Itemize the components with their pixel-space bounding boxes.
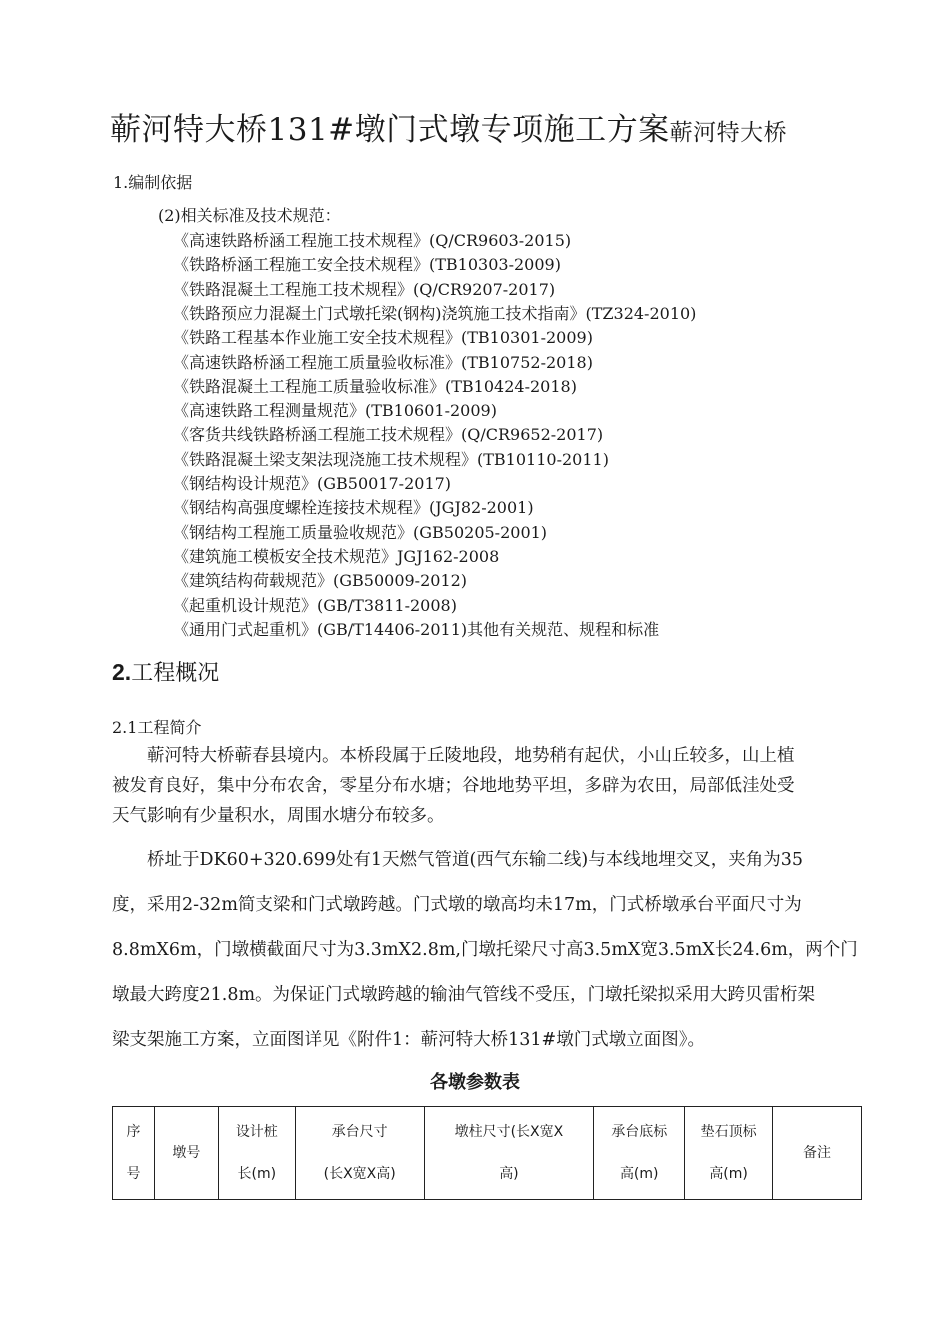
table-header-cell <box>594 1107 685 1200</box>
paragraph-line: 被发育良好，集中分布农舍，零星分布水塘；谷地地势平坦，多辟为农田，局部低洼处受 <box>112 776 795 796</box>
standard-item: 《铁路混凝土梁支架法现浇施工技术规程》(TB10110-2011) <box>173 449 609 469</box>
header-cell-text: 垫石顶标 <box>700 1124 757 1140</box>
table-header-cell <box>113 1107 155 1200</box>
table-header-cell <box>154 1107 218 1200</box>
paragraph-line: 蕲河特大桥蕲春县境内。本桥段属于丘陵地段，地势稍有起伏，小山丘较多，山上植 <box>112 746 795 766</box>
header-cell-text: 号 <box>126 1166 141 1182</box>
header-cell-text: 设计桩 <box>235 1124 278 1140</box>
header-cell-text: (长X宽X高) <box>323 1166 396 1182</box>
header-cell-text: 墩柱尺寸(长X宽X <box>454 1124 564 1140</box>
document-title <box>110 104 787 149</box>
table-header-cell <box>295 1107 424 1200</box>
header-cell-text: 序 <box>126 1124 141 1140</box>
standard-item: 《钢结构高强度螺栓连接技术规程》(JGJ82-2001) <box>173 498 534 518</box>
table-header-cell <box>424 1107 594 1200</box>
table-header-cell <box>685 1107 773 1200</box>
standard-item: 《建筑结构荷载规范》(GB50009-2012) <box>173 571 468 591</box>
table-header-cell <box>218 1107 295 1200</box>
header-cell-text: 高(m) <box>709 1166 748 1182</box>
standard-item: 《客货共线铁路桥涵工程施工技术规程》(Q/CR9652-2017) <box>173 425 604 445</box>
standard-item: 《起重机设计规范》(GB/T3811-2008) <box>173 595 457 615</box>
header-cell-text: 承台底标 <box>611 1124 668 1140</box>
standard-item: 《高速铁路工程测量规范》(TB10601-2009) <box>173 401 497 421</box>
standard-item: 《高速铁路桥涵工程施工技术规程》(Q/CR9603-2015) <box>173 231 572 250</box>
standard-item: 《钢结构设计规范》(GB50017-2017) <box>173 474 452 493</box>
header-cell-text: 高(m) <box>619 1166 659 1182</box>
paragraph-line: 8.8mX6m，门墩横截面尺寸为3.3mX2.8m,门墩托梁尺寸高3.5mX宽3.5mX长24.6m，两个门 <box>112 940 858 960</box>
standard-item: 《钢结构工程施工质量验收规范》(GB50205-2001) <box>173 522 548 542</box>
standard-item: 《铁路混凝土工程施工质量验收标准》(TB10424-2018) <box>173 376 577 396</box>
standard-item: 《铁路混凝土工程施工技术规程》(Q/CR9207-2017) <box>173 279 556 299</box>
paragraph-line: 天气影响有少量积水，周围水塘分布较多。 <box>112 806 445 826</box>
header-cell-text: 高) <box>499 1166 519 1182</box>
header-cell-text: 墩号 <box>172 1145 201 1161</box>
section-1-heading: 1.编制依据 <box>113 173 193 192</box>
standard-item: 《高速铁路桥涵工程施工质量验收标准》(TB10752-2018) <box>173 352 593 372</box>
section-2-number: 2. <box>112 659 132 685</box>
title-main: 蕲河特大桥131#墩门式墩专项施工方案 <box>110 112 670 148</box>
standards-subheading: (2)相关标准及技术规范： <box>158 206 341 225</box>
standard-item: 《铁路工程基本作业施工安全技术规程》(TB10301-2009) <box>173 328 593 348</box>
standard-item: 《通用门式起重机》(GB/T14406-2011)其他有关规范、规程和标准 <box>173 619 660 639</box>
paragraph-line: 桥址于DK60+320.699处有1天燃气管道(西气东输二线)与本线地埋交叉，夹角为35 <box>112 850 803 870</box>
standard-item: 《铁路桥涵工程施工安全技术规程》(TB10303-2009) <box>173 255 561 275</box>
section-2-title: 工程概况 <box>131 661 220 686</box>
section-2-heading <box>112 656 219 687</box>
pier-parameter-table <box>112 1106 862 1200</box>
table-header-row <box>113 1107 862 1200</box>
standard-item: 《铁路预应力混凝土门式墩托梁(钢构)浇筑施工技术指南》(TZ324-2010) <box>173 303 697 323</box>
header-cell-text: 承台尺寸 <box>331 1124 388 1140</box>
table-header-cell <box>773 1107 862 1200</box>
title-suffix: 蕲河特大桥 <box>669 120 788 146</box>
table-title: 各墩参数表 <box>430 1072 520 1093</box>
paragraph-line: 梁支架施工方案，立面图详见《附件1：蕲河特大桥131#墩门式墩立面图》。 <box>112 1030 705 1050</box>
header-cell-text: 长(m) <box>237 1166 277 1182</box>
standard-item: 《建筑施工模板安全技术规范》JGJ162-2008 <box>173 546 500 566</box>
paragraph-line: 墩最大跨度21.8m。为保证门式墩跨越的输油气管线不受压，门墩托梁拟采用大跨贝雷桁架 <box>112 985 816 1005</box>
header-cell-text: 备注 <box>803 1145 832 1161</box>
section-2-1-heading: 2.1工程简介 <box>112 718 202 737</box>
paragraph-line: 度，采用2-32m简支梁和门式墩跨越。门式墩的墩高均未17m，门式桥墩承台平面尺寸为 <box>112 895 802 915</box>
